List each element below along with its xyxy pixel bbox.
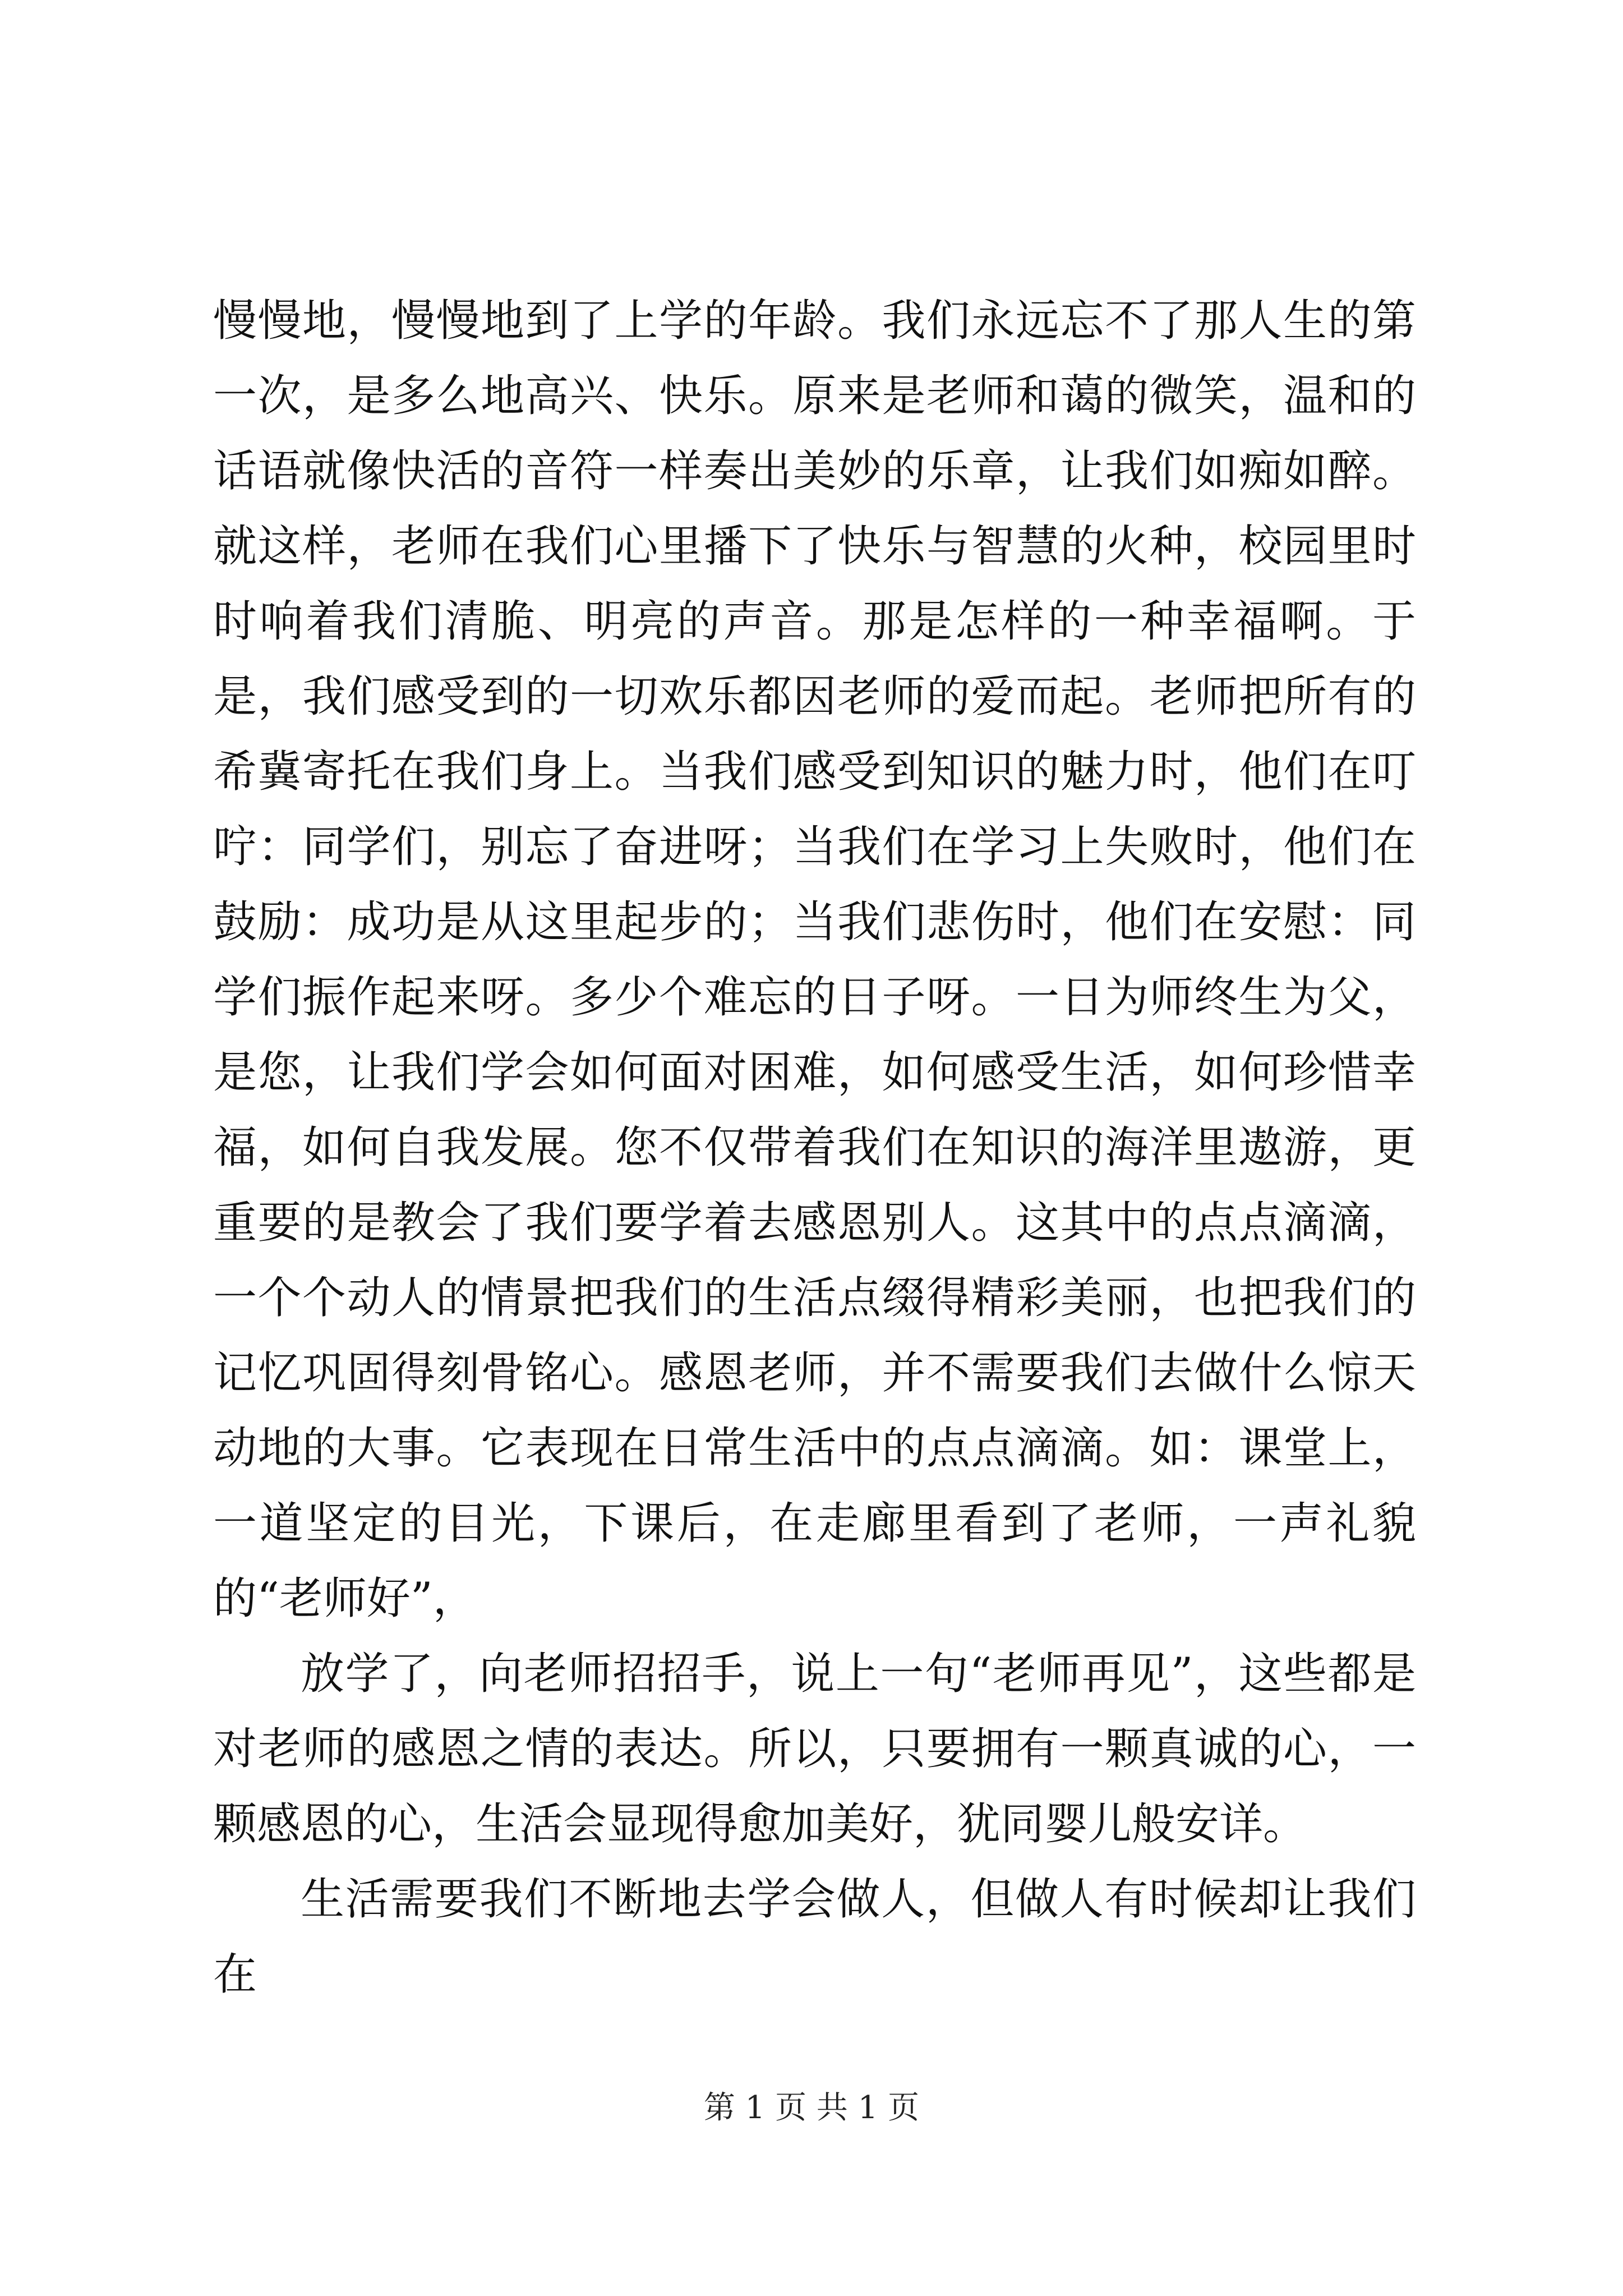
paragraph-1: 慢慢地，慢慢地到了上学的年龄。我们永远忘不了那人生的第一次，是多么地高兴、快乐。原来是老师和蔼的微笑，温和的话语就像快活的音符一样奏出美妙的乐章，让我们如痴如醉。就这样，老师在我们心里播下了快乐与智慧的火种，校园里时时响着我们清脆、明亮的声音。那是怎样的一种幸福啊。于是，我们感受到的一切欢乐都因老师的爱而起。老师把所有的希冀寄托在我们身上。当我们感受到知识的魅力时，他们在叮咛：同学们，别忘了奋进呀；当我们在学习上失败时，他们在鼓励：成功是从这里起步的；当我们悲伤时，他们在安慰：同学们振作起来呀。多少个难忘的日子呀。一日为师终生为父，是您，让我们学会如何面对困难，如何感受生活，如何珍惜幸福，如何自我发展。您不仅带着我们在知识的海洋里遨游，更重要的是教会了我们要学着去感恩别人。这其中的点点滴滴，一个个动人的情景把我们的生活点缀得精彩美丽，也把我们的记忆巩固得刻骨铭心。感恩老师，并不需要我们去做什么惊天动地的大事。它表现在日常生活中的点点滴滴。如：课堂上，一道坚定的目光，下课后，在走廊里看到了老师，一声礼貌的“老师好”， (213, 296, 1416, 1624)
page-footer: 第 1 页 共 1 页 (703, 2090, 920, 2126)
paragraph-3: 生活需要我们不断地去学会做人，但做人有时候却让我们在 (213, 1874, 1416, 2000)
paragraph-2: 放学了，向老师招招手，说上一句“老师再见”，这些都是对老师的感恩之情的表达。所以，只要拥有一颗真诚的心，一颗感恩的心，生活会显现得愈加美好，犹同婴儿般安详。 (213, 1649, 1416, 1849)
body-text (213, 283, 1416, 2012)
